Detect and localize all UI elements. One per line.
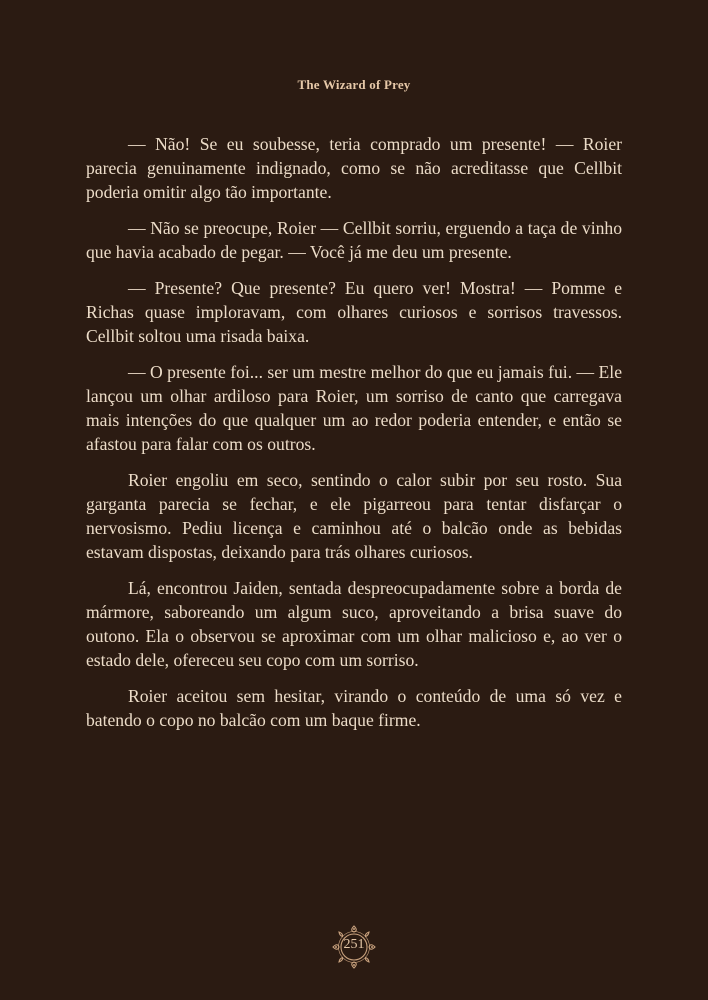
paragraph-2: — Não se preocupe, Roier — Cellbit sorriu, erguendo a taça de vinho que havia acabado de pegar. — Você já me deu um presente. bbox=[86, 218, 622, 262]
running-header: The Wizard of Prey bbox=[297, 77, 411, 92]
page-number-ornament bbox=[329, 922, 379, 972]
paragraph-1: — Não! Se eu soubesse, teria comprado um presente! — Roier parecia genuinamente indignado, como se não acreditasse que Cellbit poderia omitir algo tão importante. bbox=[86, 134, 622, 202]
body-text bbox=[86, 132, 622, 744]
paragraph-3: — Presente? Que presente? Eu quero ver! Mostra! — Pomme e Richas quase imploravam, com olhares curiosos e sorrisos travessos. Cellbit soltou uma risada baixa. bbox=[86, 278, 622, 346]
paragraph-5: Roier engoliu em seco, sentindo o calor subir por seu rosto. Sua garganta parecia se fechar, e ele pigarreou para tentar disfarçar o nervosismo. Pediu licença e caminhou até o balcão onde as bebidas estavam dispostas, deixando para trás olhares curiosos. bbox=[86, 470, 622, 562]
paragraph-6: Lá, encontrou Jaiden, sentada despreocupadamente sobre a borda de mármore, saboreando um algum suco, aproveitando a brisa suave do outono. Ela o observou se aproximar com um olhar malicioso e, ao ver o estado dele, ofereceu seu copo com um sorriso. bbox=[86, 578, 622, 670]
page-number: 251 bbox=[343, 937, 365, 952]
paragraph-4: — O presente foi... ser um mestre melhor do que eu jamais fui. — Ele lançou um olhar ardiloso para Roier, um sorriso de canto que carregava mais intenções do que qualquer um ao redor poderia entender, e então se afastou para falar com os outros. bbox=[86, 362, 622, 454]
paragraph-7: Roier aceitou sem hesitar, virando o conteúdo de uma só vez e batendo o copo no balcão com um baque firme. bbox=[86, 686, 622, 730]
